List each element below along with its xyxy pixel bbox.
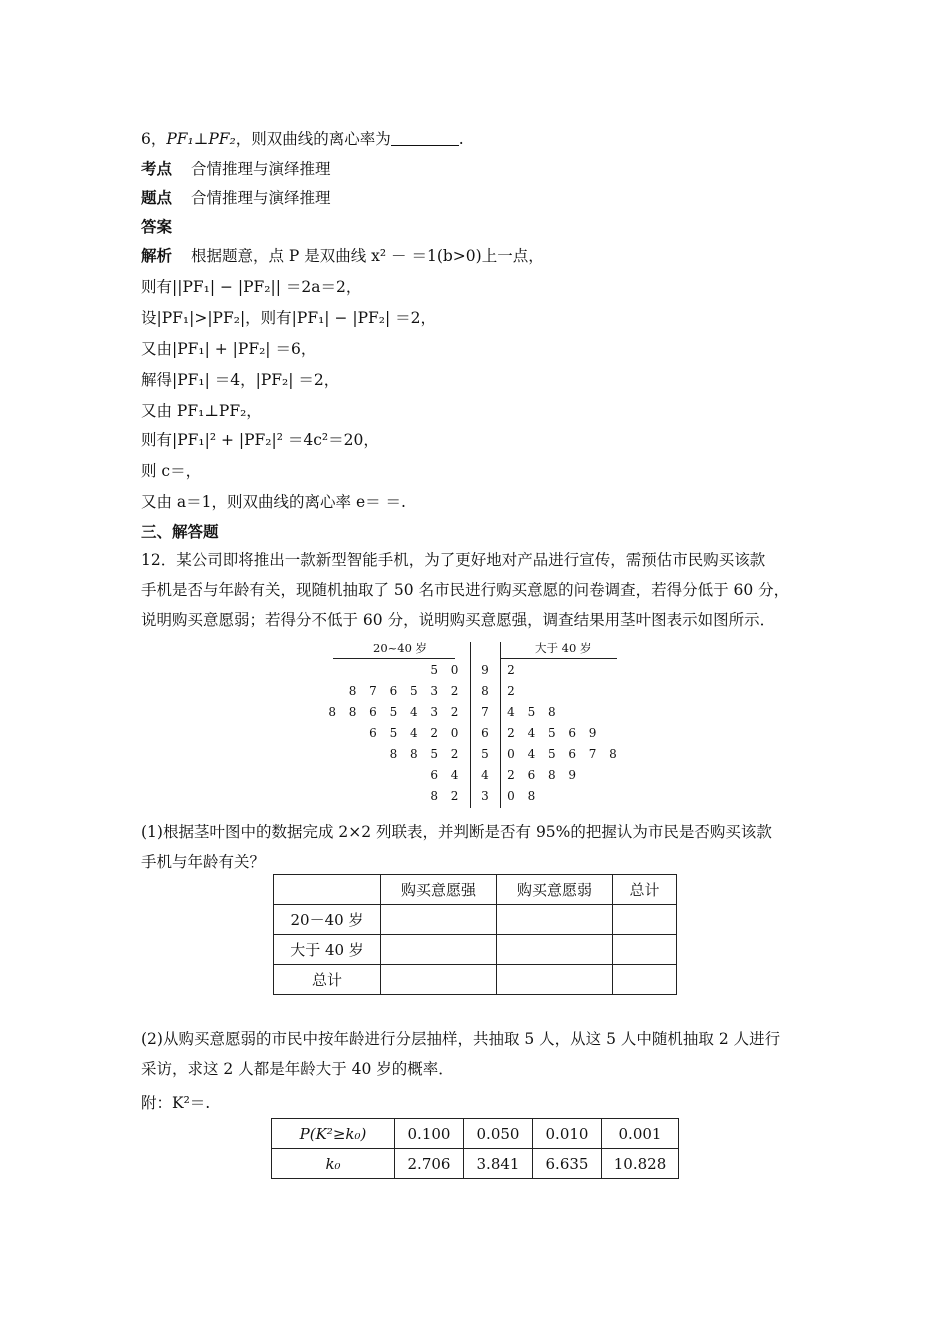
leaf-left: 5: [430, 663, 438, 677]
leaf-right: 9: [588, 726, 597, 740]
leaf-left: 6: [389, 684, 398, 698]
part-1: [141, 817, 821, 877]
table-cell: 0.050: [464, 1119, 533, 1149]
leaf-left: 8: [348, 705, 357, 719]
question-12: [141, 545, 821, 635]
table-cell: 0.010: [533, 1119, 602, 1149]
right-header-rule: [500, 658, 617, 659]
problem-prefix: 6，: [141, 130, 167, 148]
leaf-right: 5: [527, 705, 536, 719]
table-cell: [381, 965, 497, 995]
answer-blank: [391, 131, 459, 146]
leaf-right: 6: [568, 747, 576, 761]
table-row: [274, 935, 677, 965]
table-cell: [613, 935, 677, 965]
table-cell: 6.635: [533, 1149, 602, 1179]
leaf-left: 2: [450, 747, 459, 761]
table-row: [272, 1119, 679, 1149]
table-row: [272, 1149, 679, 1179]
stem: 5: [481, 747, 489, 761]
leaf-left: 5: [389, 726, 398, 740]
section-title: 三、解答题: [141, 523, 219, 541]
kaodian-line: [141, 157, 330, 179]
table-cell: [613, 905, 677, 935]
table-header: 购买意愿弱: [497, 875, 613, 905]
analysis-line-4: 又由|PF₁| + |PF₂| ＝6，: [141, 340, 317, 358]
leaf-left: 6: [369, 705, 377, 719]
contingency-table: [273, 874, 677, 995]
leaf-left: 4: [450, 768, 459, 782]
row-label: k₀: [272, 1149, 395, 1179]
leaf-right: 2: [507, 768, 515, 782]
kaodian-text: 合情推理与演绎推理: [190, 160, 331, 178]
leaf-right: 9: [568, 768, 576, 782]
tidian-text: 合情推理与演绎推理: [190, 189, 331, 207]
question-12-line: 12．某公司即将推出一款新型智能手机，为了更好地对产品进行宣传，需预估市民购买该款: [141, 551, 766, 569]
table-cell: [381, 935, 497, 965]
leaf-right: 6: [527, 768, 536, 782]
appendix: 附：K²＝.: [141, 1094, 211, 1112]
table-cell: [381, 905, 497, 935]
leaf-left: 2: [450, 705, 459, 719]
leaf-left: 2: [450, 684, 459, 698]
question-12-line: 手机是否与年龄有关，现随机抽取了 50 名市民进行购买意愿的问卷调查，若得分低于 60 分，: [141, 581, 790, 599]
leaf-left: 0: [450, 663, 459, 677]
table-cell: 2.706: [395, 1149, 464, 1179]
table-cell: 3.841: [464, 1149, 533, 1179]
leaf-right: 4: [527, 747, 536, 761]
part-2-line: (2)从购买意愿弱的市民中按年龄进行分层抽样，共抽取 5 人，从这 5 人中随机抽取 2 人进行: [141, 1030, 781, 1048]
leaf-right: 0: [507, 789, 515, 803]
analysis-line-5: 解得|PF₁| ＝4，|PF₂| ＝2，: [141, 371, 340, 389]
leaf-left: 5: [409, 684, 418, 698]
leaf-right: 2: [507, 684, 515, 698]
leaf-left: 2: [430, 726, 438, 740]
row-label: P(K²≥k₀): [272, 1119, 395, 1149]
table-row: [274, 905, 677, 935]
stem: 8: [481, 684, 489, 698]
leaf-left: 3: [430, 705, 438, 719]
analysis-line-2: 则有||PF₁| − |PF₂|| ＝2a＝2，: [141, 278, 362, 296]
leaf-left: 6: [369, 726, 377, 740]
table-cell: [497, 965, 613, 995]
leaf-left: 8: [389, 747, 398, 761]
leaf-left: 4: [409, 726, 418, 740]
stem-divider-left: [470, 642, 471, 808]
analysis-line-3: 设|PF₁|>|PF₂|，则有|PF₁| − |PF₂| ＝2，: [141, 309, 436, 327]
stem: 6: [481, 726, 489, 740]
analysis-line-9: 又由 a＝1，则双曲线的离心率 e＝ ＝.: [141, 493, 406, 511]
analysis-line-1: [141, 244, 544, 266]
kaodian-label: 考点: [141, 160, 173, 178]
part-2: [141, 1024, 821, 1084]
part-1-line: (1)根据茎叶图中的数据完成 2×2 列联表，并判断是否有 95%的把握认为市民是否购买该款: [141, 823, 772, 841]
table-row: [274, 875, 677, 905]
leaf-left: 8: [348, 684, 357, 698]
leaf-right: 5: [547, 747, 556, 761]
leaf-left: 5: [430, 747, 438, 761]
leaf-right: 8: [609, 747, 617, 761]
analysis-line-8: 则 c＝，: [141, 462, 202, 480]
critical-value-table: [271, 1118, 679, 1179]
analysis-text-1: 根据题意，点 P 是双曲线 x² － ＝1(b>0)上一点，: [190, 247, 544, 265]
problem-tail: [141, 127, 464, 149]
leaf-right: 5: [547, 726, 556, 740]
leaf-right: 0: [507, 747, 515, 761]
problem-expr: PF₁⊥PF₂: [166, 130, 236, 148]
left-header-rule: [333, 658, 455, 659]
row-label: 大于 40 岁: [274, 935, 381, 965]
analysis-line-6: 又由 PF₁⊥PF₂，: [141, 402, 262, 420]
table-header: [274, 875, 381, 905]
table-header: 购买意愿强: [381, 875, 497, 905]
stem: 7: [481, 705, 489, 719]
leaf-left: 4: [409, 705, 418, 719]
leaf-left: 7: [369, 684, 377, 698]
leaf-left: 6: [430, 768, 438, 782]
answer-label: 答案: [141, 218, 173, 236]
table-cell: 0.100: [395, 1119, 464, 1149]
leaf-left: 3: [430, 684, 438, 698]
analysis-line-7: 则有|PF₁|² + |PF₂|² ＝4c²＝20，: [141, 431, 379, 449]
table-cell: [613, 965, 677, 995]
leaf-right: 2: [507, 663, 515, 677]
table-cell: [497, 905, 613, 935]
leaf-right: 2: [507, 726, 515, 740]
stem: 9: [481, 663, 489, 677]
leaf-right: 7: [588, 747, 597, 761]
table-header: 总计: [613, 875, 677, 905]
part-1-line: 手机与年龄有关？: [141, 853, 266, 871]
part-2-line: 采访，求这 2 人都是年龄大于 40 岁的概率．: [141, 1060, 454, 1078]
left-header: 20~40 岁: [373, 641, 428, 655]
leaf-right: 8: [527, 789, 536, 803]
leaf-left: 8: [328, 705, 337, 719]
stem: 4: [481, 768, 489, 782]
problem-suffix: ，则双曲线的离心率为: [235, 130, 391, 148]
row-label: 20－40 岁: [274, 905, 381, 935]
row-label: 总计: [274, 965, 381, 995]
stem-leaf-plot: [328, 640, 617, 810]
leaf-right: 8: [547, 768, 556, 782]
question-12-line: 说明购买意愿弱；若得分不低于 60 分，说明购买意愿强，调查结果用茎叶图表示如图所示．: [141, 611, 776, 629]
leaf-right: 8: [547, 705, 556, 719]
leaf-right: 4: [527, 726, 536, 740]
leaf-right: 4: [507, 705, 515, 719]
leaf-left: 2: [450, 789, 459, 803]
leaf-right: 6: [568, 726, 576, 740]
table-cell: [497, 935, 613, 965]
leaf-left: 0: [450, 726, 459, 740]
leaf-left: 8: [409, 747, 418, 761]
table-cell: 0.001: [602, 1119, 679, 1149]
leaf-left: 5: [389, 705, 398, 719]
tidian-label: 题点: [141, 189, 173, 207]
stem: 3: [481, 789, 489, 803]
table-cell: 10.828: [602, 1149, 679, 1179]
answer-line: [141, 215, 172, 237]
leaf-left: 8: [430, 789, 438, 803]
table-row: [274, 965, 677, 995]
right-header: 大于 40 岁: [535, 641, 592, 655]
tidian-line: [141, 186, 330, 208]
analysis-label: 解析: [141, 247, 173, 265]
problem-end: .: [458, 130, 464, 148]
